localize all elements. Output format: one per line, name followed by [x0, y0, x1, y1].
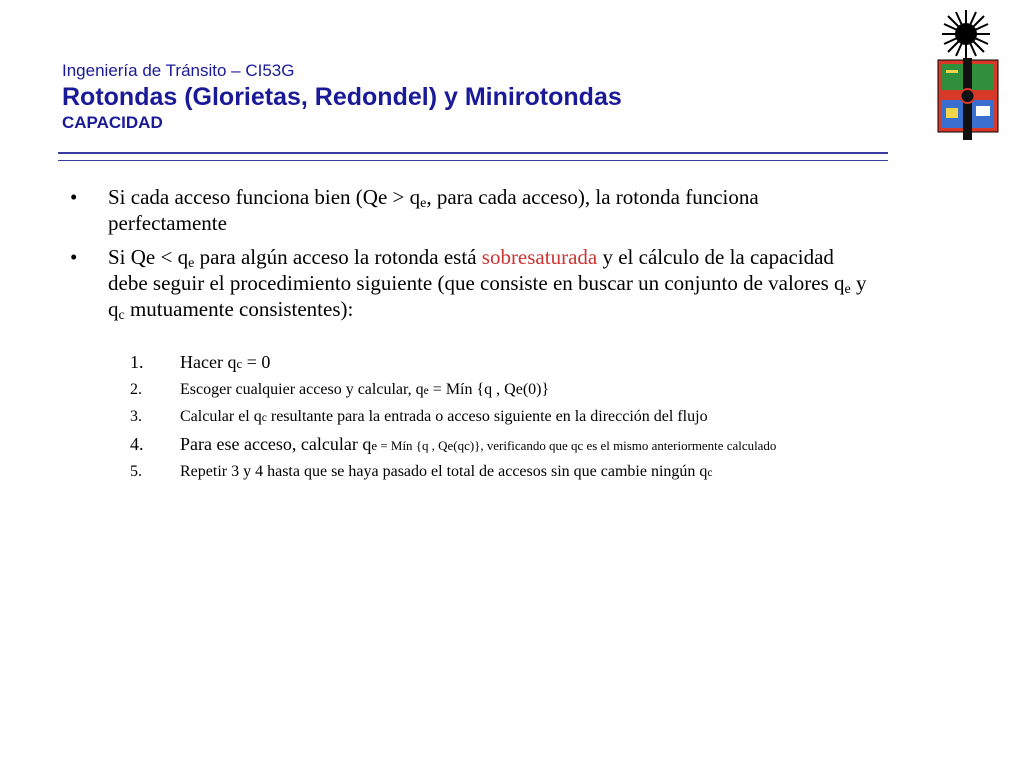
step-item: [130, 407, 890, 428]
subscript: c: [118, 308, 125, 323]
slide-header: [62, 60, 842, 134]
step-item: [130, 352, 890, 374]
university-crest-logo: [930, 8, 1002, 140]
highlight-text: sobresaturada: [481, 245, 598, 269]
numbered-steps: [130, 352, 890, 489]
small-text: e: [423, 385, 429, 397]
bullet-item: [70, 244, 870, 322]
step-text: Repetir 3 y 4 hasta que se haya pasado el total de accesos sin que cambie ningún q: [180, 463, 708, 480]
bullet-list: [70, 184, 870, 330]
subscript: e: [420, 196, 427, 211]
small-text: es el mismo anteriormente calculado: [583, 438, 777, 453]
bullet-marker: •: [70, 185, 78, 209]
step-text: resultante para la entrada o acceso siguiente en la dirección del flujo: [266, 408, 708, 425]
small-text: c: [261, 412, 267, 424]
step-number: 5.: [130, 463, 142, 480]
step-text: = Mín {q , Qe(0)}: [428, 381, 550, 398]
bullet-text: Si cada acceso funciona bien (Qe > q: [108, 185, 421, 209]
slide-title: Rotondas (Glorietas, Redondel) y Minirotondas: [62, 83, 622, 111]
subscript: e: [188, 256, 195, 271]
small-text: c: [577, 438, 584, 453]
bullet-item: [70, 184, 870, 236]
section-label: CAPACIDAD: [62, 113, 163, 132]
bullet-text: y el cálculo de la capacidad debe seguir el procedimiento siguiente (que consiste en buscar un conjunto de valores q: [108, 245, 845, 295]
step-text: Hacer q: [180, 352, 237, 372]
step-item: [130, 380, 890, 401]
bullet-marker: •: [70, 245, 78, 269]
step-text: = 0: [242, 352, 271, 372]
step-item: [130, 462, 890, 483]
subscript: e: [844, 282, 851, 297]
step-number: 4.: [130, 434, 144, 454]
step-number: 3.: [130, 408, 142, 425]
step-text: Para ese acceso, calcular q: [180, 434, 372, 454]
course-name: Ingeniería de Tránsito – CI53G: [62, 61, 295, 80]
bullet-text: Si Qe < q: [108, 245, 189, 269]
step-text: Escoger cualquier acceso y calcular, q: [180, 381, 424, 398]
step-text: Calcular el q: [180, 408, 262, 425]
bullet-text: , para cada acceso), la rotonda funciona perfectamente: [108, 185, 759, 235]
bullet-text: y q: [108, 271, 867, 321]
small-text: c: [707, 467, 713, 479]
bullet-text: mutuamente consistentes):: [124, 297, 354, 321]
header-rule-bottom: [58, 160, 888, 161]
header-rule-top: [58, 152, 888, 154]
step-number: 1.: [130, 352, 144, 372]
small-text: e: [371, 438, 378, 453]
small-text: = Mín {q , Qe(q: [377, 438, 465, 453]
small-text: )}, verificando que q: [469, 438, 578, 453]
small-text: c: [464, 438, 470, 453]
small-text: c: [236, 356, 243, 371]
step-number: 2.: [130, 381, 142, 398]
step-item: [130, 434, 890, 456]
bullet-text: para algún acceso la rotonda está: [194, 245, 482, 269]
